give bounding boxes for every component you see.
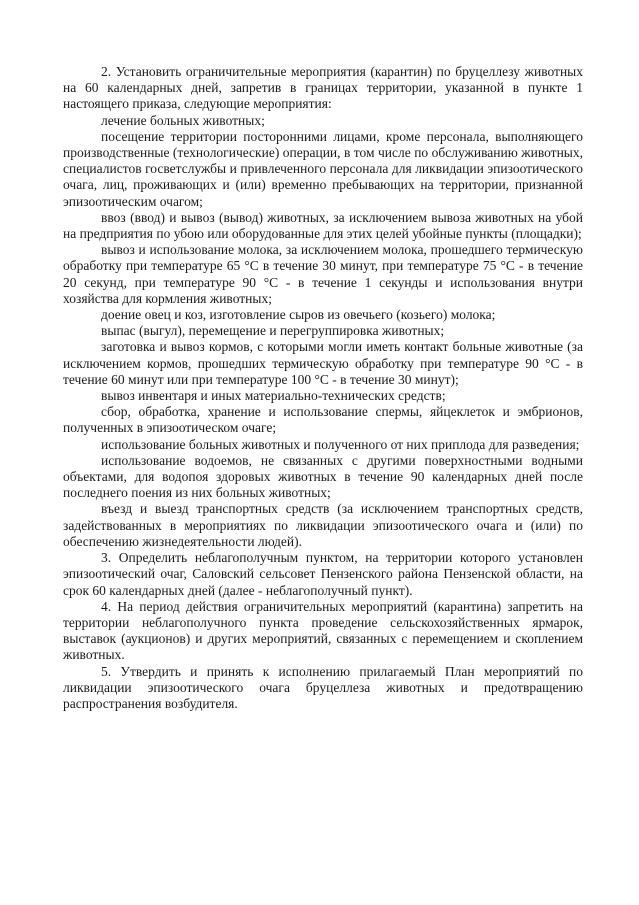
list-item-visits: посещение территории посторонними лицами, кроме персонала, выполняющего производственные (технологические) операции, в том числе по обслуживанию животных, специалистов госветслужбы и привлеченного персонала для ликвидации эпизоотического очага, лиц, проживающих и (или) временно пребывающих на территории, признанной эпизоотическим очагом; (63, 128, 583, 209)
list-item-animal-transport: ввоз (ввод) и вывоз (вывод) животных, за исключением вывоза животных на убой на предприятия по убою или оборудованные для этих целей убойные пункты (площадки); (63, 209, 583, 242)
list-item-milking: доение овец и коз, изготовление сыров из овечьего (козьего) молока; (101, 307, 496, 323)
paragraph-quarantine-measures: 2. Установить ограничительные мероприятия (карантин) по бруцеллезу животных на 60 календарных дней, запретив в границах территории, указанной в пункте 1 настоящего приказа, следующие мероприятия: (63, 64, 583, 112)
paragraph-action-plan: 5. Утвердить и принять к исполнению прилагаемый План мероприятий по ликвидации эпизоотического очага бруцеллеза животных и предотвращению распространения возбудителя. (63, 663, 583, 711)
list-item-grazing: выпас (выгул), перемещение и перегруппировка животных; (101, 323, 445, 339)
list-item-milk: вывоз и использование молока, за исключением молока, прошедшего термическую обработку при температуре 65 °С в течение 30 минут, при температуре 75 °С - в течение 20 секунд, при температуре 90 °С - в течение 1 секунды и использования внутри хозяйства для кормления животных; (63, 242, 583, 306)
list-item-breeding: использование больных животных и полученного от них приплода для разведения; (101, 436, 580, 452)
list-item-water-bodies: использование водоемов, не связанных с другими поверхностными водными объектами, для водопоя здоровых животных в течение 90 календарных дней после последнего поения из них больных животных; (63, 452, 583, 501)
paragraph-fairs-ban: 4. На период действия ограничительных мероприятий (карантина) запретить на территории неблагополучного пункта проведение сельскохозяйственных ярмарок, выставок (аукционов) и других мероприятий, связанных с перемещением и скоплением животных. (63, 598, 583, 663)
list-item-vehicles: въезд и выезд транспортных средств (за исключением транспортных средств, задействованных в мероприятиях по ликвидации эпизоотического очага и (или) по обеспечению жизнедеятельности людей). (63, 501, 583, 549)
list-item-inventory: вывоз инвентаря и иных материально-технических средств; (101, 388, 446, 404)
paragraph-unfavorable-point: 3. Определить неблагополучным пунктом, на территории которого установлен эпизоотический очаг, Саловский сельсовет Пензенского района Пензенской области, на срок 60 календарных дней (далее - неблагополучный пункт). (63, 550, 583, 598)
list-item-treatment: лечение больных животных; (101, 112, 265, 128)
list-item-feed: заготовка и вывоз кормов, с которыми могли иметь контакт больные животные (за исключением кормов, прошедших термическую обработку при температуре 90 °С - в течение 60 минут или при температуре 100 °С - в течение 30 минут); (63, 339, 583, 387)
list-item-semen: сбор, обработка, хранение и использование спермы, яйцеклеток и эмбрионов, полученных в эпизоотическом очаге; (63, 404, 583, 436)
